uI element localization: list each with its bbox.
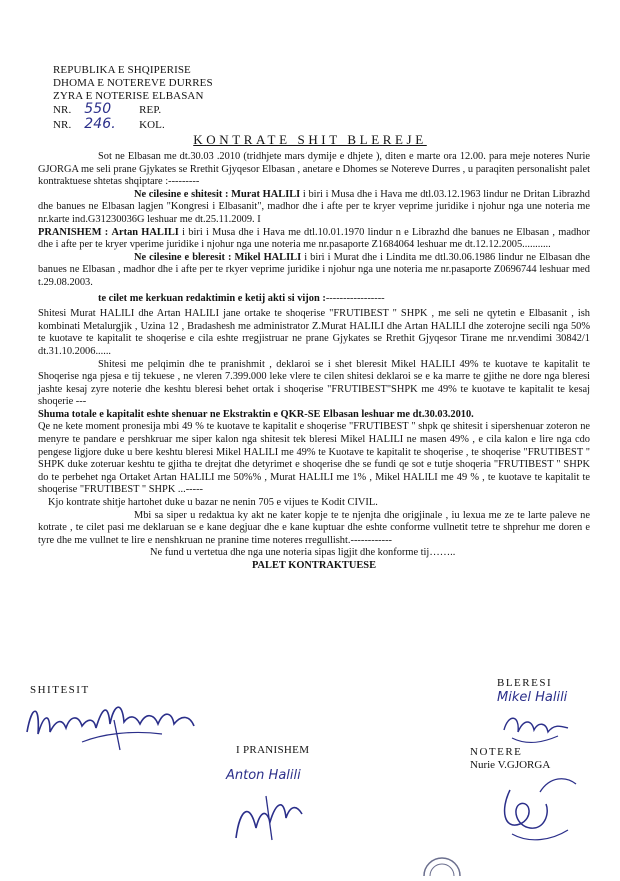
paragraph-company: Shitesi Murat HALILI dhe Artan HALILI jane ortake te shoqerise "FRUTIBEST " SHPK , me seli ne qytetin e Elbasanit , ish kombinati Metalurgjik , Uzina 12 , Bradashesh me administrator Z.Murat HALILI dhe Artan HALILI dhe zoterojne secili nga 50% te kuotave te kapitalit te shoqerise e cila eshte rregjistruar ne prane Gjykates se Rrethit Gjyqesor Tirane me nr.vendimi 30842/1 dt.31.10.2006......	[38, 308, 590, 357]
request-dashes: -----------------	[325, 292, 385, 304]
header-office: ZYRA E NOTERISE ELBASAN	[53, 90, 204, 102]
header-chamber: DHOMA E NOTEREVE DURRES	[53, 77, 213, 89]
rep-label: REP.	[139, 104, 162, 116]
present-label: PRANISHEM :	[38, 226, 109, 238]
document-title: KONTRATE SHIT BLEREJE	[193, 132, 427, 147]
seller-signature-label: SHITESIT	[30, 684, 90, 696]
nr-label: NR.	[53, 104, 72, 116]
present-details: i biri i Musa dhe i Hava me dtl.10.01.1970 lindur n e Librazhd dhe banues ne Elbasan , madhor dhe i afte per te kryer vperime juridike i njohur nga une noteria me nr.pasaporte Z1684064 leshuar me dt.12.12.2005...........	[38, 226, 590, 251]
seller-details: i biri i Musa dhe i Hava me dtl.03.12.1963 lindur ne Dritan Librazhd dhe banues ne Elbasan lagjen "Kongresi i Elbasanit", madhor dhe i afte per te kryer veprime juridike i njohur nga une noteria me nr.karte ind.G31230036G leshuar me dt.25.11.2009. I	[38, 188, 590, 225]
paragraph-present	[38, 227, 590, 252]
buyer-label: Ne cilesine e bleresit :	[134, 251, 232, 263]
paragraph-seller	[38, 189, 590, 227]
seller-label: Ne cilesine e shitesit :	[134, 188, 229, 200]
header-kol-row	[53, 118, 165, 132]
notary-name: Nurie V.GJORGA	[470, 759, 551, 771]
paragraph-ownership: Qe ne kete moment pronesija mbi 49 % te kuotave te kapitalit e shoqerise "FRUTIBEST " shpk qe shitesit i sipershenuar zoteron ne menyre te pandare e pershkruar me siper kalon nga shitesit tek bleresi Mikel HALILI ne masen 49% , e cila kalon e lire nga cdo pengese ligjore duke u bere keshtu bleresi Mikel HALILI me 49% te Kuotave te kapitalit te shoqerise , te shoqerise "FRUTIBEST " SHPK duke zoteruar keshtu te gjitha te drejtat dhe detyrimet e shoqerise dhe se fundi qe sot e tutje shoqeria "FRUTIBEST " SHPK do te perbehet nga Ortaket Artan HALILI me 50%% , Murat HALILI me 1% , Mikel HALILI me 49 % , te kuotave te kapitalit te shoqerise "FRUTIBEST " SHPK ...-----	[38, 421, 590, 496]
buyer-signature	[498, 708, 578, 753]
request-label: te cilet me kerkuan redaktimin e ketij akti si vijon :	[98, 292, 326, 304]
present-handwritten-name: Anton Halili	[226, 768, 301, 783]
notary-stamp	[420, 846, 464, 876]
notary-signature-label: NOTERE	[470, 746, 523, 758]
paragraph-certification: Ne fund u vertetua dhe nga une noteria sipas ligjit dhe konforme tij……..	[150, 547, 456, 559]
paragraph-request	[38, 293, 590, 306]
nr2-value: 246.	[84, 116, 116, 132]
contract-body	[38, 151, 590, 573]
nr-value: 550	[84, 101, 112, 117]
notary-signature	[490, 770, 590, 855]
paragraph-legal-basis: Kjo kontrate shitje hartohet duke u bazar ne nenin 705 e vijues te Kodit CIVIL.	[48, 497, 378, 509]
buyer-handwritten-name: Mikel Halili	[497, 690, 568, 705]
nr2-label: NR.	[53, 119, 72, 131]
seller-name: Murat HALILI	[231, 188, 301, 200]
seller-signature	[22, 694, 222, 759]
paragraph-intro: Sot ne Elbasan me dt.30.03 .2010 (tridhjete mars dymije e dhjete ), diten e marte ora 12.00. para meje noteres Nurie GJORGA me seli prane Gjykates se Rrethit Gjyqesor Elbasan , anetare e Dhomes se Notereve Durres , u paraqiten personalisht palet kontraktuese shtetas shqiptare :---------	[38, 151, 590, 188]
kol-label: KOL.	[139, 119, 165, 131]
buyer-signature-label: BLERESI	[497, 677, 553, 689]
header-rep-row	[53, 103, 161, 117]
parties-heading: PALET KONTRAKTUESE	[251, 560, 377, 571]
paragraph-buyer	[38, 252, 590, 290]
paragraph-sale: Shitesi me pelqimin dhe te pranishmit , deklaroi se i shet bleresit Mikel HALILI 49% te kuotave te kapitalit te Shoqerise nga pjesa e tij tekuese , ne vleren 7.399.000 leke vlere te cilen shitesi deklaroi se e ka marre te gjithe ne dore nga bleresi jashte kesaj zyre noterie dhe keshtu bleresi behet ortak i shoqerise "FRUTIBEST"SHPK me 49% te kuotave te kapitalit te kesaj shoqerie ---	[38, 358, 590, 408]
paragraph-capital: Shuma totale e kapitalit eshte shenuar ne Ekstraktin e QKR-SE Elbasan leshuar me dt.30.03.2010.	[38, 408, 474, 420]
buyer-name: Mikel HALILI	[234, 251, 302, 263]
present-name: Artan HALILI	[111, 226, 179, 238]
present-signature-label: I PRANISHEM	[236, 744, 310, 756]
paragraph-closing: Mbi sa siper u redaktua ky akt ne kater kopje te te njenjta dhe origjinale , iu lexua me ze te larte paleve ne kotrate , te cilet pasi me deklaruan se e kane degjuar dhe e kane kuptuar dhe eshte conforme vullnetit tetre te shprehur me doren e tyre dhe me vullnet te lire e nenshkruan ne pranine time noteres rregullisht.------------	[38, 509, 590, 546]
buyer-details: i biri i Murat dhe i Lindita me dtl.30.06.1986 lindur ne Elbasan dhe banues ne Elbasan , madhor dhe i afte per te rkyer veprime juridike i njohur nga une noteria me nr.pasaporte Z0696744 leshuar med t.29.08.2003.	[38, 251, 590, 288]
present-signature	[226, 788, 316, 853]
header-republic: REPUBLIKA E SHQIPERISE	[53, 64, 191, 76]
